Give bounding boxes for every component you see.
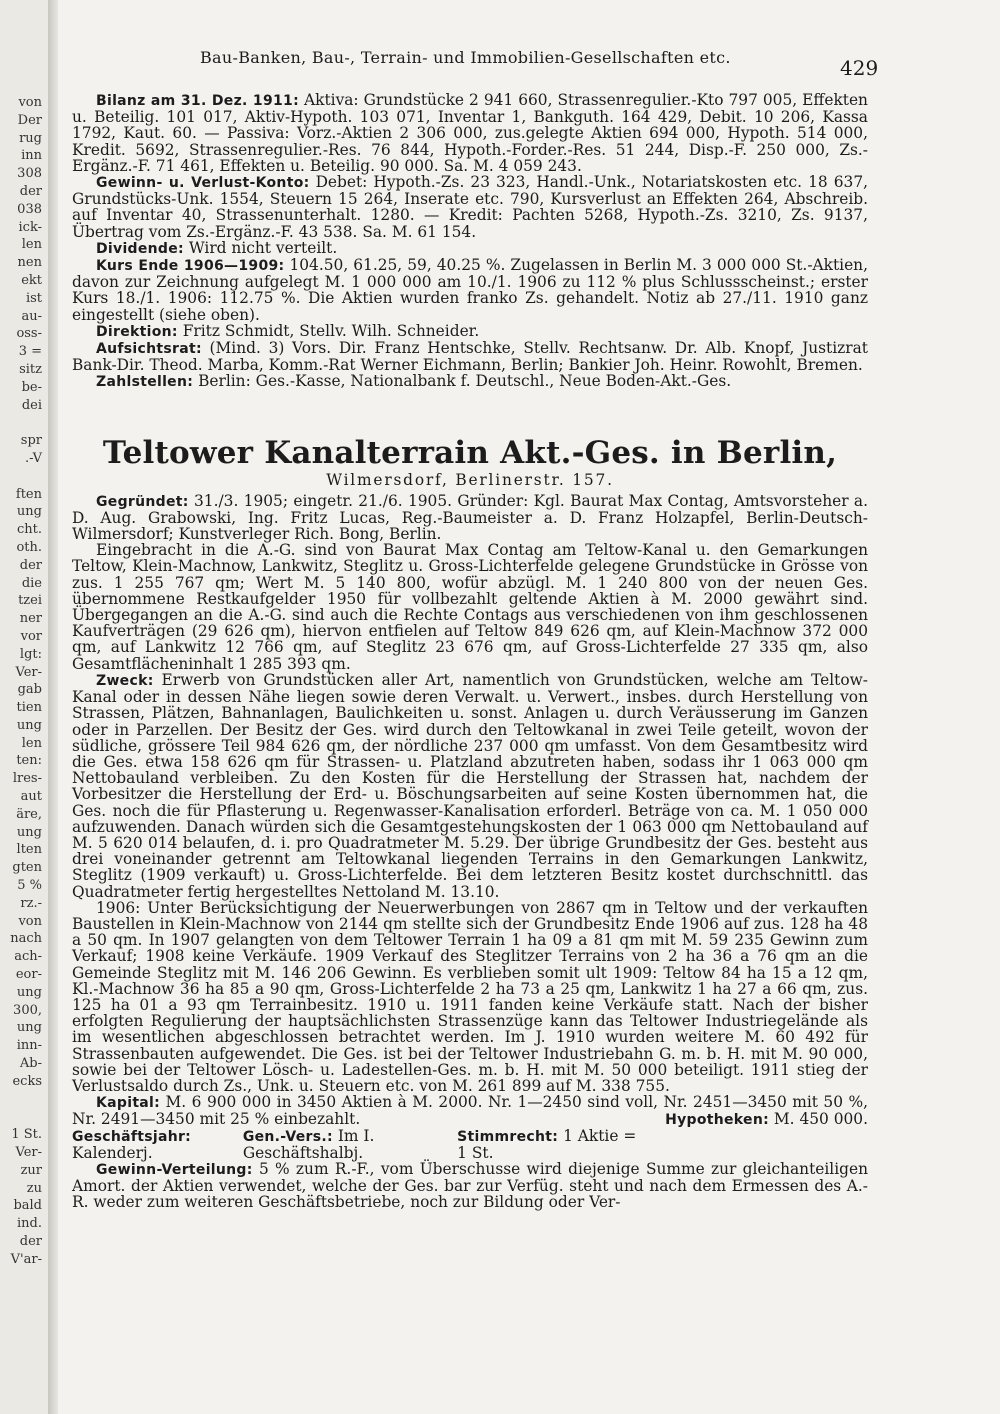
kurs-label: Kurs Ende 1906—1909: [96, 258, 285, 275]
previous-page-fragment: len [21, 237, 42, 253]
previous-page-fragment: vor [20, 628, 42, 644]
previous-page-fragment: äre, [16, 806, 42, 822]
previous-page-fragment: ist [25, 290, 42, 306]
previous-page-fragment: dei [21, 397, 42, 413]
book-gutter [48, 0, 58, 1414]
previous-page-fragment: rz.- [20, 895, 42, 911]
previous-page-fragment: au- [21, 308, 42, 324]
previous-page-fragment: ick- [18, 219, 42, 235]
previous-page-fragment: die [21, 575, 42, 591]
previous-page-fragment: 1 St. [11, 1127, 42, 1143]
company-section [72, 435, 868, 1211]
genvers-label: Gen.-Vers.: [242, 1128, 333, 1145]
direktion-text: Fritz Schmidt, Stellv. Wilh. Schneider. [182, 321, 480, 340]
stimmrecht-label: Stimmrecht: [457, 1128, 559, 1145]
zahlstellen-text: Berlin: Ges.-Kasse, Nationalbank f. Deutschl., Neue Boden-Akt.-Ges. [198, 372, 732, 391]
zahlstellen-paragraph [72, 373, 868, 390]
gegruendet-text: 31./3. 1905; eingetr. 21./6. 1905. Gründer: Kgl. Baurat Max Contag, Amtsvorsteher a. D. Aug. Grabowski, Ing. Fritz Lucas, Reg.-Baumeister a. D. Franz Holzapfel, Berlin-Deutsch-Wilmersdorf; Kunstverleger Rich. Bong, Berlin. [72, 491, 868, 544]
direktion-label: Direktion: [96, 323, 178, 340]
previous-page-fragment: 300, [13, 1002, 42, 1018]
previous-page-fragment: gten [12, 860, 42, 876]
previous-page-fragment: der [19, 183, 42, 199]
company-title: Teltower Kanalterrain Akt.-Ges. in Berlin, [102, 434, 838, 471]
zahlstellen-label: Zahlstellen: [96, 374, 194, 391]
aufsichtsrat-text: (Mind. 3) Vors. Dir. Franz Hentschke, Stellv. Rechtsanw. Dr. Alb. Knopf, Justizrat Bank-Dir. Theod. Marba, Komm.-Rat Werner Eichmann, Berlin; Bankier Joh. Heinr. Rowohlt, Bremen. [72, 339, 868, 375]
previous-page-fragment: ung [16, 717, 42, 733]
page-content [72, 92, 868, 1211]
previous-page-fragment: ten: [16, 753, 42, 769]
previous-page-fragment: rug [19, 130, 42, 146]
previous-page-fragments [2, 94, 42, 1269]
previous-page-fragment: lres- [12, 771, 42, 787]
previous-page-fragment: ach- [14, 949, 42, 965]
gewinnverteilung-paragraph [72, 1161, 868, 1211]
geschaeftsjahr-line [72, 1128, 641, 1161]
previous-page-fragment [2, 468, 42, 486]
gewinn-paragraph [72, 174, 868, 240]
genvers-text: Im I. Geschäftshalbj. [242, 1126, 375, 1162]
previous-page-fragment: von [18, 95, 42, 110]
gegruendet-paragraph [72, 493, 868, 543]
previous-page-fragment: lten [16, 842, 42, 858]
gewinn-label: Gewinn- u. Verlust-Konto: [96, 175, 310, 192]
zweck-label: Zweck: [96, 672, 154, 689]
previous-page-fragment: bald [13, 1198, 42, 1214]
aufsichtsrat-label: Aufsichtsrat: [96, 341, 202, 358]
previous-page-fragment: nach [10, 931, 42, 947]
dividende-label: Dividende: [96, 240, 184, 257]
kapital-label: Kapital: [96, 1095, 161, 1112]
previous-company-section [72, 92, 868, 391]
hypotheken-text: M. 450 000. [773, 1110, 868, 1129]
previous-page-fragment: Ver- [15, 664, 42, 680]
previous-page-fragment: ung [16, 984, 42, 1000]
gewinnverteilung-label: Gewinn-Verteilung: [96, 1161, 253, 1178]
previous-page-fragment: nen [17, 255, 42, 271]
gegruendet-label: Gegründet: [96, 493, 189, 510]
stimmrecht-text: 1 Aktie = 1 St. [457, 1126, 637, 1162]
previous-page-fragment [2, 414, 42, 432]
bilanz-paragraph [72, 92, 868, 174]
running-head: Bau-Banken, Bau-, Terrain- und Immobilien-Gesellschaften etc. [200, 48, 731, 67]
previous-page-fragment: be- [21, 379, 42, 395]
previous-page-fragment [2, 1091, 42, 1109]
previous-page-fragment: len [21, 735, 42, 751]
previous-page-fragment: gab [17, 682, 42, 698]
company-address: Wilmersdorf, Berlinerstr. 157. [326, 470, 614, 489]
previous-page-fragment: aut [20, 789, 42, 805]
bilanz-text: Aktiva: Grundstücke 2 941 660, Strassenregulier.-Kto 797 005, Effekten u. Beteilig. 101 017, Aktiv-Hypoth. 103 071, Inventar 1, Bankguth. 164 429, Debit. 10 206, Kassa 1792, Kaut. 60. — Passiva: Vorz.-Aktien 2 306 000, zus.gelegte Aktien 694 000, Hypoth. 514 000, Kredit. 5692, Strassenregulier.-Res. 76 844, Hypoth.-Forder.-Res. 51 244, Disp.-F. 250 000, Zs.-Ergänz.-F. 71 461, Effekten u. Beteilig. 90 000. Sa. M. 4 059 243. [72, 91, 868, 175]
previous-page-fragment: Der [17, 112, 42, 128]
previous-page-fragment: tzei [18, 593, 42, 609]
previous-page-fragment: Ab- [19, 1056, 42, 1072]
previous-page-fragment: zur [20, 1162, 42, 1178]
previous-page-fragment: der [19, 1234, 42, 1249]
previous-page-fragment: der [19, 557, 42, 573]
previous-page-fragment: ner [19, 611, 42, 627]
previous-page-fragment: ecks [12, 1073, 42, 1089]
hypotheken-label: Hypotheken: [665, 1112, 769, 1129]
previous-page-fragment: tien [16, 700, 42, 716]
previous-page-fragment: Ver- [15, 1145, 42, 1161]
previous-page-fragment: V'ar- [10, 1251, 42, 1267]
aufsichtsrat-paragraph [72, 340, 868, 373]
previous-page-fragment: von [18, 913, 42, 929]
previous-page-fragment [2, 1108, 42, 1126]
dividende-paragraph [72, 240, 868, 257]
previous-page-fragment: ind. [17, 1216, 42, 1232]
bilanz-label: Bilanz am 31. Dez. 1911: [96, 93, 299, 109]
history-paragraph: 1906: Unter Berücksichtigung der Neuerwerbungen von 2867 qm in Teltow und der verkauften Baustellen in Klein-Machnow von 2144 qm stellte sich der Grundbesitz Ende 1906 auf zus. 128 ha 48 a 50 qm. In 1907 gelangten von dem Teltower Terrain 1 ha 09 a 81 qm mit M. 59 235 Gewinn zum Verkauf; 1908 keine Verkäufe. 1909 Verkauf des Steglitzer Terrains von 2 ha 36 a 76 qm an die Gemeinde Steglitz mit M. 146 206 Gewinn. Es verblieben somit ult 1909: Teltow 84 ha 15 a 12 qm, Kl.-Machnow 36 ha 85 a 90 qm, Gross-Lichterfelde 2 ha 73 a 25 qm, Lankwitz 1 ha 27 a 66 qm, zus. 125 ha 01 a 93 qm Terrainbesitz. 1910 u. 1911 fanden keine Verkäufe statt. Nach der bisher erfolgten Regulierung der hauptsächlichsten Strassenzüge kann das Teltower Industriegelände als im wesentlichen abgeschlossen betrachtet werden. Im J. 1910 wurden weitere M. 60 492 für Strassenbauten aufgewendet. Die Ges. ist bei der Teltower Industriebahn G. m. b. H. mit M. 90 000, sowie bei der Teltower Lösch- u. Ladestellen-Ges. m. b. H. mit M. 50 000 beteiligt. 1911 stieg der Verlustsaldo durch Zs., Unk. u. Steuern etc. von M. 261 899 auf M. 338 755. [72, 898, 868, 1095]
page-number: 429 [840, 56, 879, 80]
direktion-paragraph [72, 323, 868, 340]
kurs-paragraph [72, 257, 868, 323]
previous-page-fragment: ften [15, 486, 42, 502]
zweck-paragraph [72, 672, 868, 900]
eingebracht-paragraph: Eingebracht in die A.-G. sind von Baurat Max Contag am Teltow-Kanal u. den Gemarkungen Teltow, Klein-Machnow, Lankwitz, Steglitz u. Gross-Lichterfelde gelegene Grundstücke in Grösse von zus. 1 255 767 qm; Wert M. 5 140 800, wofür abzügl. M. 1 240 800 von der neuen Ges. übernommene Restkaufgelder 1950 für vollbezahlt geltende Aktien à M. 2000 gewährt sind. Übergegangen an die A.-G. sind auch die Rechte Contags aus verschiedenen von ihm geschlossenen Kaufverträgen (29 626 qm), hiervon entfielen auf Teltow 849 626 qm, auf Klein-Machnow 372 000 qm, auf Lankwitz 12 766 qm, auf Steglitz 23 676 qm, auf Gross-Lichterfelde 27 335 qm, also Gesamtflächeninhalt 1 285 393 qm. [72, 541, 868, 673]
kurs-text: 104.50, 61.25, 59, 40.25 %. Zugelassen in Berlin M. 3 000 000 St.-Aktien, davon zur Zeichnung aufgelegt M. 1 000 000 am 10./1. 1906 zu 112 % plus Schlussscheinst.; erster Kurs 18./1. 1906: 112.75 %. Die Aktien wurden franko Zs. gehandelt. Notiz ab 27./11. 1910 ganz eingestellt (siehe oben). [72, 256, 868, 324]
previous-page-fragment: ung [16, 504, 42, 520]
previous-page-fragment: inn [21, 148, 42, 164]
previous-page-fragment: eor- [15, 967, 42, 983]
gewinnverteilung-text: 5 % zum R.-F., vom Überschusse wird diejenige Summe zur gleichanteiligen Amort. der Aktien verwendet, welche der Ges. bar zur Verfüg. steht und nach dem Ermessen des A.-R. weder zum weiteren Geschäftsbetriebe, noch zur Bildung oder Ver- [72, 1159, 868, 1212]
kapital-text: M. 6 900 000 in 3450 Aktien à M. 2000. Nr. 1—2450 sind voll, Nr. 2451—3450 mit 50 %, Nr. 2491—3450 mit 25 % einbezahlt. [72, 1093, 868, 1129]
previous-page-fragment: 038 [17, 201, 42, 217]
previous-page-fragment: cht. [16, 522, 42, 538]
previous-page-fragment: ekt [21, 272, 42, 288]
previous-page-fragment: oth. [16, 539, 42, 555]
zweck-text: Erwerb von Grundstücken aller Art, namentlich von Grundstücken, welche am Teltow-Kanal oder in dessen Nähe liegen sowie deren Verwalt. u. Verwert., insbes. durch Herstellung von Strassen, Plätzen, Bahnanlagen, Baulichkeiten u. sonst. Anlagen u. durch Veräusserung im Ganzen oder in Parzellen. Der Besitz der Ges. wird durch den Teltowkanal in zwei Teile geteilt, wovon der südliche, grössere Teil 984 626 qm, der nördliche 237 000 qm umfasst. Von dem Gesamtbesitz wird die Ges. etwa 158 626 qm für Strassen- u. Platzland abzutreten haben, sodass ihr 1 063 000 qm Nettobauland verbleiben. Zu den Kosten für die Herstellung der Strassen hat, nachdem der Vorbesitzer die Herstellung der Erd- u. Böschungsarbeiten auf seine Kosten übernommen hat, die Ges. noch die für Pflasterung u. Regenwasser-Kanalisation erforderl. Beträge von ca. M. 1 050 000 aufzuwenden. Danach würden sich die Gesamtgestehungskosten der 1 063 000 qm Nettobauland auf M. 5 620 014 belaufen, d. i. pro Quadratmeter M. 5.29. Der übrige Grundbesitz der Ges. besteht aus drei voneinander getrennt am Teltowkanal liegenden Terrains in den Gemarkungen Lankwitz, Steglitz (1909 verkauft) u. Gross-Lichterfelde. Bei dem letzteren Besitz kostet durchschnittl. das Quadratmeter fertig hergestelltes Nettoland M. 13.10. [72, 670, 868, 901]
previous-page-fragment: ung [16, 824, 42, 840]
previous-page-fragment: inn- [16, 1038, 42, 1054]
previous-page-fragment: oss- [16, 326, 42, 342]
previous-page-fragment: zu [26, 1180, 42, 1196]
previous-page-fragment: 5 % [17, 878, 42, 894]
previous-page-fragment: .-V [25, 450, 42, 466]
previous-page-edge [0, 0, 49, 1414]
geschaeftsjahr-label: Geschäftsjahr: [72, 1128, 192, 1145]
previous-page-fragment: ung [16, 1020, 42, 1036]
previous-page-fragment: 308 [17, 166, 42, 182]
previous-page-fragment: 3 = [18, 344, 42, 360]
gewinn-text: Debet: Hypoth.-Zs. 23 323, Handl.-Unk., Notariatskosten etc. 18 637, Grundstücks-Unk. 1554, Steuern 15 264, Inserate etc. 790, Kursverlust an Effekten 264, Abschreib. auf Inventar 40, Strassenunterhalt. 1280. — Kredit: Pachten 5268, Hypoth.-Zs. 3210, Zs. 9137, Übertrag vom Zs.-Ergänz.-F. 43 538. Sa. M. 61 154. [72, 173, 868, 241]
previous-page-fragment: sitz [19, 361, 42, 377]
dividende-text: Wird nicht verteilt. [188, 238, 338, 257]
geschaeftsjahr-text: Kalenderj. [72, 1143, 153, 1162]
kapital-paragraph [72, 1094, 868, 1127]
previous-page-fragment: lgt: [19, 646, 42, 662]
previous-page-fragment: spr [20, 433, 42, 449]
